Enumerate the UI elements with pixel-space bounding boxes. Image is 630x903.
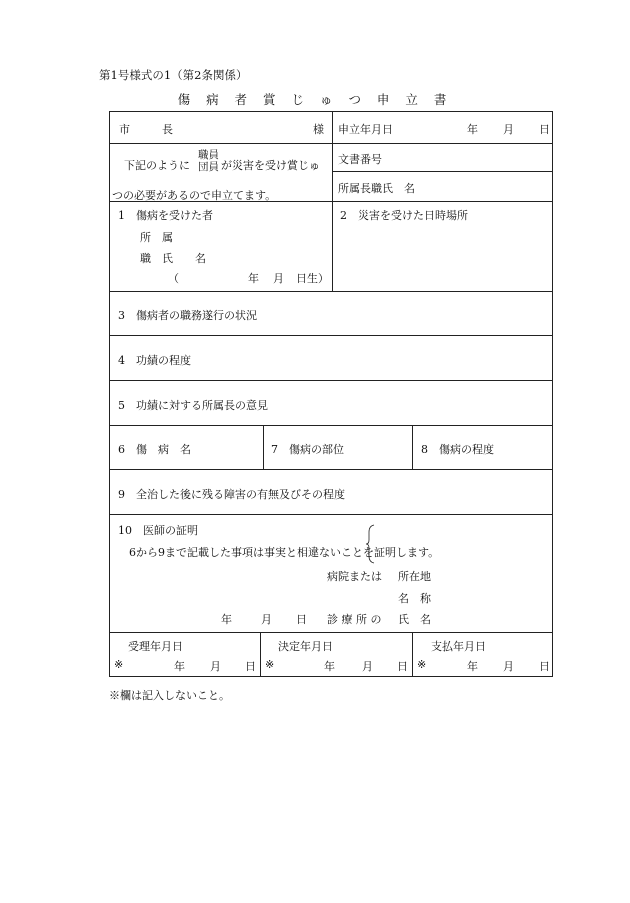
cert-month-label: 月: [261, 613, 272, 626]
item8-label: 8 傷病の程度: [421, 443, 494, 456]
item1-birth-open: （: [168, 272, 179, 285]
staff-member-options: [198, 149, 219, 173]
office-head-label: 所属長職氏 名: [338, 182, 415, 195]
paid-month: 月: [503, 660, 514, 673]
rule-item9: [110, 514, 552, 515]
item5-label: 5 功績に対する所属長の意見: [118, 399, 268, 412]
item1-affiliation: 所 属: [140, 231, 173, 244]
cert-year-label: 年: [221, 613, 232, 626]
hospital-label: 病院または: [327, 570, 382, 583]
item2-label: 2 災害を受けた日時場所: [340, 209, 468, 222]
decided-date-label: 決定年月日: [278, 640, 333, 653]
item6-label: 6 傷 病 名: [118, 443, 191, 456]
doc-number-label: 文書番号: [338, 153, 382, 166]
hospital-location: 所在地: [398, 570, 431, 583]
apply-date-label: 申立年月日: [338, 123, 393, 136]
item1-birth-year: 年: [248, 272, 259, 285]
paid-year: 年: [467, 660, 478, 673]
decided-day: 日: [397, 660, 408, 673]
item1-birth-month: 月: [273, 272, 284, 285]
rule-docnumber: [332, 171, 552, 172]
item10-label: 10 医師の証明: [118, 524, 198, 537]
declaration-prefix: 下記のように: [124, 159, 190, 172]
city-label: 市: [119, 123, 130, 136]
option-corps-member: 団員: [198, 161, 219, 173]
received-year: 年: [174, 660, 185, 673]
brace-mark: [366, 524, 376, 564]
item1-label: 1 傷病を受けた者: [118, 209, 213, 222]
received-mark: ※: [114, 658, 124, 671]
form-identifier: 第1号様式の1（第2条関係）: [99, 68, 248, 82]
doctor-name-label: 氏 名: [398, 613, 431, 626]
item1-name: 職 氏 名: [140, 252, 206, 265]
item1-birth-day: 日生）: [296, 272, 329, 285]
rule-footer-divider-1: [260, 632, 261, 676]
rule-item1: [110, 291, 552, 292]
received-day: 日: [245, 660, 256, 673]
rule-item3: [110, 335, 552, 336]
item10-statement: 6から9まで記載した事項は事実と相違ないことを証明します。: [129, 546, 440, 559]
received-month: 月: [210, 660, 221, 673]
form-title: 傷 病 者 賞 じ ゅ つ 申 立 書: [177, 92, 453, 107]
apply-month-label: 月: [503, 123, 514, 136]
cert-day-label: 日: [296, 613, 307, 626]
paid-date-label: 支払年月日: [431, 640, 486, 653]
rule-item10: [110, 632, 552, 633]
item4-label: 4 功績の程度: [118, 354, 191, 367]
declaration-line2: つの必要があるので申立てます。: [112, 189, 277, 202]
decided-year: 年: [324, 660, 335, 673]
decided-mark: ※: [265, 658, 275, 671]
paid-mark: ※: [417, 658, 427, 671]
clinic-label: 診 療 所 の: [327, 613, 382, 626]
item3-label: 3 傷病者の職務遂行の状況: [118, 309, 257, 322]
apply-day-label: 日: [539, 123, 550, 136]
rule-top-divider: [332, 112, 333, 291]
footnote: ※欄は記入しないこと。: [109, 689, 230, 702]
item9-label: 9 全治した後に残る障害の有無及びその程度: [118, 488, 345, 501]
paid-day: 日: [539, 660, 550, 673]
hospital-name-label: 名 称: [398, 592, 431, 605]
rule-item5: [110, 425, 552, 426]
apply-year-label: 年: [467, 123, 478, 136]
received-date-label: 受理年月日: [128, 640, 183, 653]
declaration-suffix: が災害を受け賞じゅ: [221, 159, 320, 172]
decided-month: 月: [362, 660, 373, 673]
rule-item678: [110, 469, 552, 470]
item7-label: 7 傷病の部位: [271, 443, 344, 456]
chief-label: 長: [162, 123, 173, 136]
option-staff: 職員: [198, 149, 219, 161]
honorific-label: 様: [313, 123, 324, 136]
rule-item78-divider: [412, 425, 413, 469]
rule-footer-divider-2: [412, 632, 413, 676]
application-form-table: [109, 111, 553, 677]
rule-header-row: [110, 143, 552, 144]
rule-item4: [110, 380, 552, 381]
rule-item67-divider: [263, 425, 264, 469]
